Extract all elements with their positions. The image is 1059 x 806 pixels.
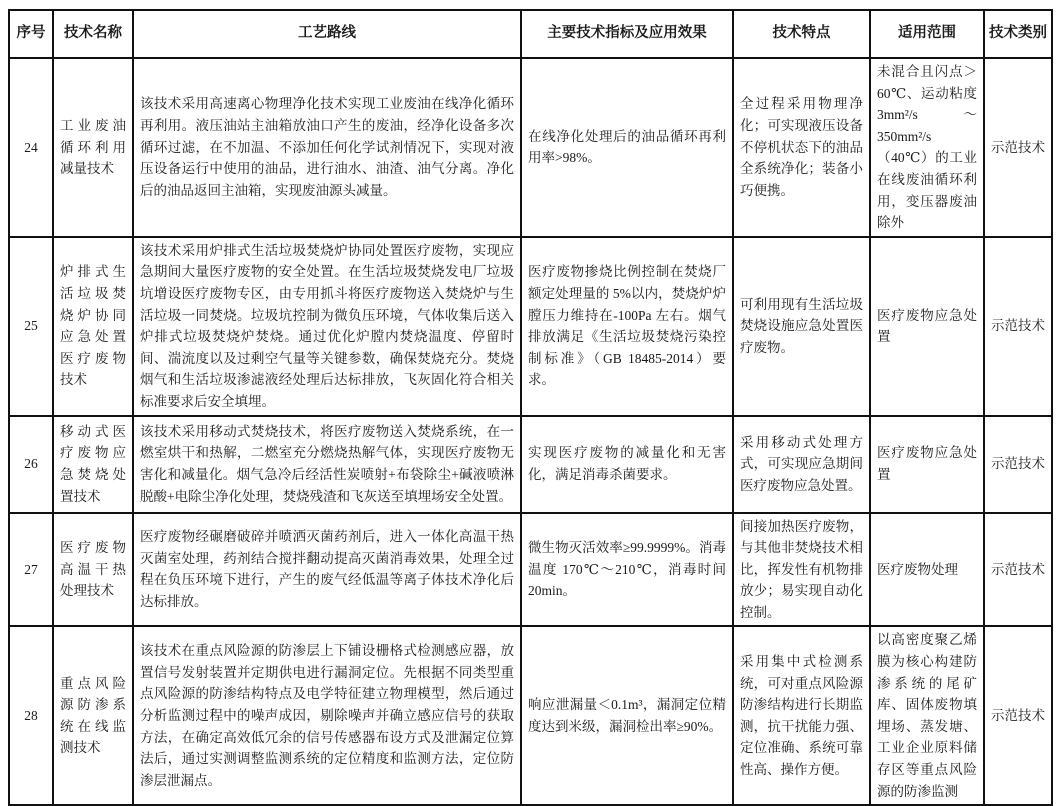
cell-serial-number: 26	[9, 416, 53, 513]
header-process-route: 工艺路线	[133, 10, 521, 58]
cell-indicators: 医疗废物掺烧比例控制在焚烧厂额定处理量的 5%以内，焚烧炉炉膛压力维持在-100Pa 左右。烟气排放满足《生活垃圾焚烧污染控制标准》（GB 18485-2014）要求。	[521, 237, 733, 416]
cell-technology-name: 医疗废物高温干热处理技术	[53, 513, 133, 627]
table-header-row	[9, 10, 1052, 58]
cell-indicators: 实现医疗废物的减量化和无害化，满足消毒杀菌要求。	[521, 416, 733, 513]
header-features: 技术特点	[733, 10, 870, 58]
table-row	[9, 513, 1052, 627]
table-row	[9, 416, 1052, 513]
technology-table	[8, 9, 1053, 806]
cell-category: 示范技术	[984, 626, 1052, 805]
table-row	[9, 626, 1052, 805]
table-row	[9, 237, 1052, 416]
cell-technology-name: 炉排式生活垃圾焚烧炉协同应急处置医疗废物技术	[53, 237, 133, 416]
cell-scope: 未混合且闪点＞60℃、运动粘度3mm²/s～350mm²/s（40℃）的工业在线废油循环利用，变压器废油除外	[870, 58, 984, 237]
cell-technology-name: 重点风险源防渗系统在线监测技术	[53, 626, 133, 805]
cell-serial-number: 28	[9, 626, 53, 805]
header-technology-name: 技术名称	[53, 10, 133, 58]
cell-process-route: 该技术在重点风险源的防渗层上下铺设栅格式检测感应器，放置信号发射装置并定期供电进行漏洞定位。先根据不同类型重点风险源的防渗结构特点及电学特征建立物理模型，然后通过分析监测过程中的噪声成因，剔除噪声并确立感应信号的获取方法，在确定高效低冗余的信号传感器布设方式及泄漏定位算法后，通过实测调整监测系统的定位精度和监测方法，定位防渗层泄漏点。	[133, 626, 521, 805]
cell-scope: 医疗废物处理	[870, 513, 984, 627]
cell-category: 示范技术	[984, 237, 1052, 416]
header-serial-number: 序号	[9, 10, 53, 58]
cell-scope: 医疗废物应急处置	[870, 416, 984, 513]
cell-technology-name: 移动式医疗废物应急焚烧处置技术	[53, 416, 133, 513]
cell-process-route: 该技术采用移动式焚烧技术，将医疗废物送入焚烧系统，在一燃室烘干和热解，二燃室充分燃烧热解气体，实现医疗废物无害化和减量化。烟气急冷后经活性炭喷射+布袋除尘+碱液喷淋脱酸+电除尘净化处理，焚烧残渣和飞灰送至填埋场安全处置。	[133, 416, 521, 513]
cell-serial-number: 27	[9, 513, 53, 627]
cell-indicators: 微生物灭活效率≥99.9999%。消毒温度 170℃～210℃，消毒时间 20min。	[521, 513, 733, 627]
cell-category: 示范技术	[984, 513, 1052, 627]
cell-indicators: 在线净化处理后的油品循环再利用率>98%。	[521, 58, 733, 237]
cell-features: 全过程采用物理净化；可实现液压设备不停机状态下的油品全系统净化；装备小巧便携。	[733, 58, 870, 237]
header-category: 技术类别	[984, 10, 1052, 58]
cell-category: 示范技术	[984, 58, 1052, 237]
cell-features: 间接加热医疗废物，与其他非焚烧技术相比，挥发性有机物排放少；易实现自动化控制。	[733, 513, 870, 627]
header-indicators: 主要技术指标及应用效果	[521, 10, 733, 58]
cell-features: 采用移动式处理方式，可实现应急期间医疗废物应急处置。	[733, 416, 870, 513]
cell-scope: 医疗废物应急处置	[870, 237, 984, 416]
cell-scope: 以高密度聚乙烯膜为核心构建防渗系统的尾矿库、固体废物填埋场、蒸发塘、工业企业原料储存区等重点风险源的防渗监测	[870, 626, 984, 805]
header-scope: 适用范围	[870, 10, 984, 58]
cell-process-route: 该技术采用炉排式生活垃圾焚烧炉协同处置医疗废物，实现应急期间大量医疗废物的安全处置。在生活垃圾焚烧发电厂垃圾坑增设医疗废物专区，由专用抓斗将医疗废物送入焚烧炉与生活垃圾一同焚烧。垃圾坑控制为微负压环境，气体收集后送入炉排式垃圾焚烧炉焚烧。通过优化炉膛内焚烧温度、停留时间、湍流度以及过剩空气量等关键参数，确保焚烧充分。焚烧烟气和生活垃圾渗滤液经处理后达标排放，飞灰固化符合相关标准要求后安全填埋。	[133, 237, 521, 416]
cell-technology-name: 工业废油循环利用减量技术	[53, 58, 133, 237]
cell-indicators: 响应泄漏量＜0.1m³，漏洞定位精度达到米级，漏洞检出率≥90%。	[521, 626, 733, 805]
cell-process-route: 医疗废物经碾磨破碎并喷洒灭菌药剂后，进入一体化高温干热灭菌室处理，药剂结合搅拌翻动提高灭菌消毒效果，处理全过程在负压环境下进行，产生的废气经低温等离子体技术净化后达标排放。	[133, 513, 521, 627]
cell-process-route: 该技术采用高速离心物理净化技术实现工业废油在线净化循环再利用。液压油站主油箱放油口产生的废油，经净化设备多次循环过滤，在不加温、不添加任何化学试剂情况下，实现对液压设备运行中使用的油品，进行油水、油渣、油气分离。净化后的油品返回主油箱，实现废油源头减量。	[133, 58, 521, 237]
cell-category: 示范技术	[984, 416, 1052, 513]
table-row	[9, 58, 1052, 237]
cell-serial-number: 25	[9, 237, 53, 416]
cell-serial-number: 24	[9, 58, 53, 237]
cell-features: 可利用现有生活垃圾焚烧设施应急处置医疗废物。	[733, 237, 870, 416]
cell-features: 采用集中式检测系统，可对重点风险源防渗结构进行长期监测，抗干扰能力强、定位准确、系统可靠性高、操作方便。	[733, 626, 870, 805]
